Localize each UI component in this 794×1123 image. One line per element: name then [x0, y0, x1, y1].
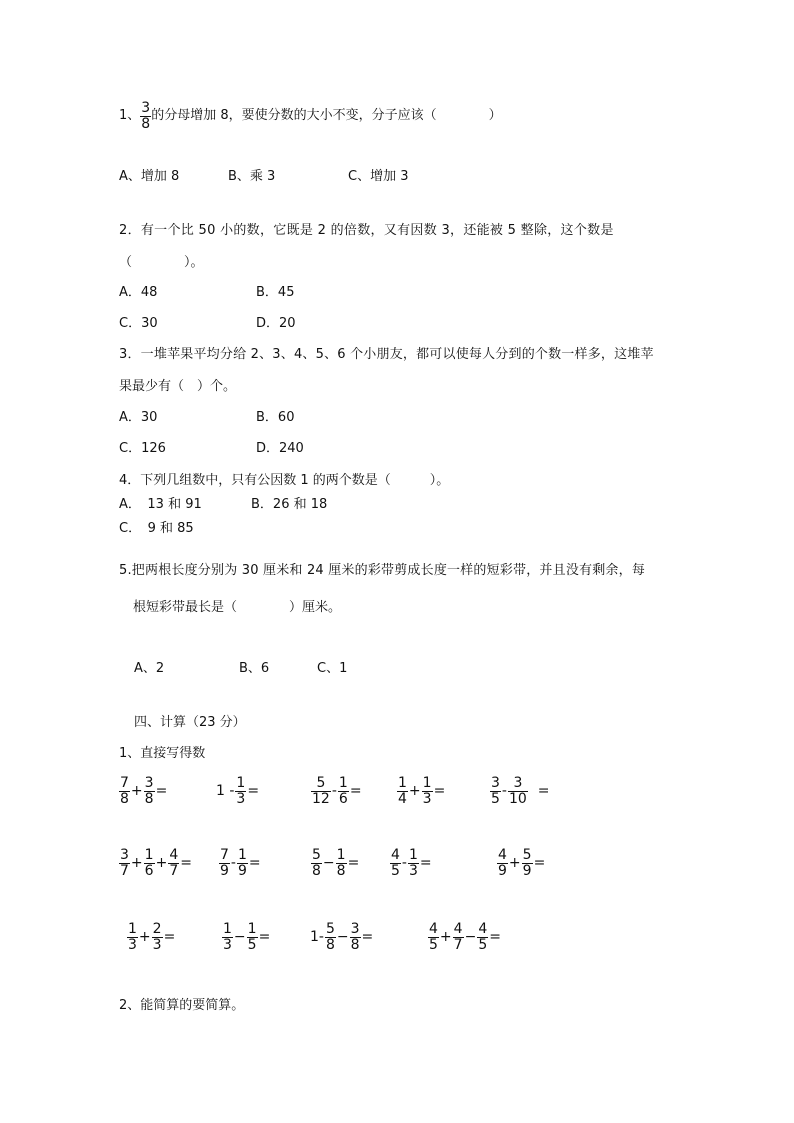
q2-option-a: A．48 [119, 285, 158, 300]
q2-option-c: C．30 [119, 316, 158, 331]
calc-r1-e5: $\frac{3}{5}$ - $\frac{3}{10}$ = [491, 774, 550, 807]
calc-r2-e4: $\frac{4}{5}$ - $\frac{1}{3}$ = [391, 846, 432, 879]
calc-r2-e2: $\frac{7}{9}$ - $\frac{1}{9}$ = [220, 846, 261, 879]
section4-sub1: 1、直接写得数 [119, 746, 206, 761]
q4-line1: 4．下列几组数中，只有公因数 1 的两个数是（ ）。 [119, 473, 450, 488]
q2-line1: 2．有一个比 50 小的数，它既是 2 的倍数，又有因数 3，还能被 5 整除，这个数是 [119, 223, 614, 238]
calc-r1-e4: $\frac{1}{4}$ + $\frac{1}{3}$ = [398, 774, 446, 807]
q2-line2: （ ）。 [119, 255, 204, 270]
calc-r3-e1: $\frac{1}{3}$ + $\frac{2}{3}$ = [128, 920, 176, 953]
q1-option-a: A、增加 8 [119, 169, 180, 184]
calc-r3-e3: 1- $\frac{5}{8}$ − $\frac{3}{8}$ = [310, 920, 374, 953]
q3-option-a: A．30 [119, 410, 158, 425]
section4-title: 四、计算（23 分） [134, 715, 246, 730]
q4-option-c: C． 9 和 85 [119, 521, 194, 536]
q1-fraction [140, 101, 151, 132]
calc-r2-e3: $\frac{5}{8}$ − $\frac{1}{8}$ = [312, 846, 360, 879]
calc-r2-e5: $\frac{4}{9}$ + $\frac{5}{9}$ = [498, 846, 546, 879]
q5-line2: 根短彩带最长是（ ）厘米。 [133, 600, 342, 615]
q1-option-b: B、乘 3 [228, 169, 276, 184]
calc-r3-e2: $\frac{1}{3}$ − $\frac{1}{5}$ = [223, 920, 271, 953]
q1-prefix: 1、 [119, 108, 141, 123]
q1-text: 的分母增加 8，要使分数的大小不变，分子应该（ ） [151, 108, 502, 123]
calc-r2-e1: $\frac{3}{7}$ + $\frac{1}{6}$ + $\frac{4}{7}$ = [120, 846, 192, 879]
q1-frac-num: 3 [141, 99, 151, 116]
q5-option-b: B、6 [239, 661, 270, 676]
q5-option-c: C、1 [317, 661, 348, 676]
q1-frac-den: 8 [141, 115, 151, 132]
section4-sub2: 2、能简算的要简算。 [119, 998, 245, 1013]
calc-r3-e4: $\frac{4}{5}$ + $\frac{4}{7}$ − $\frac{4}{5}$ = [429, 920, 501, 953]
q3-option-d: D．240 [256, 441, 304, 456]
q3-line2: 果最少有（ ）个。 [119, 379, 237, 394]
calc-r1-e2: 1 - $\frac{1}{3}$ = [216, 774, 260, 807]
q3-option-c: C．126 [119, 441, 166, 456]
q2-option-d: D．20 [256, 316, 296, 331]
q4-option-b: B．26 和 18 [251, 497, 328, 512]
q3-option-b: B．60 [256, 410, 295, 425]
q1-option-c: C、增加 3 [348, 169, 409, 184]
calc-r1-e3: $\frac{5}{12}$ - $\frac{1}{6}$ = [312, 774, 362, 807]
q1-line [119, 98, 502, 134]
q2-option-b: B．45 [256, 285, 295, 300]
q5-line1: 5.把两根长度分别为 30 厘米和 24 厘米的彩带剪成长度一样的短彩带，并且没有剩余，每 [119, 563, 646, 578]
q3-line1: 3．一堆苹果平均分给 2、3、4、5、6 个小朋友，都可以使每人分到的个数一样多，这堆苹 [119, 347, 654, 362]
q4-option-a: A． 13 和 91 [119, 497, 202, 512]
q5-option-a: A、2 [134, 661, 165, 676]
calc-r1-e1: $\frac{7}{8}$ + $\frac{3}{8}$ = [120, 774, 168, 807]
